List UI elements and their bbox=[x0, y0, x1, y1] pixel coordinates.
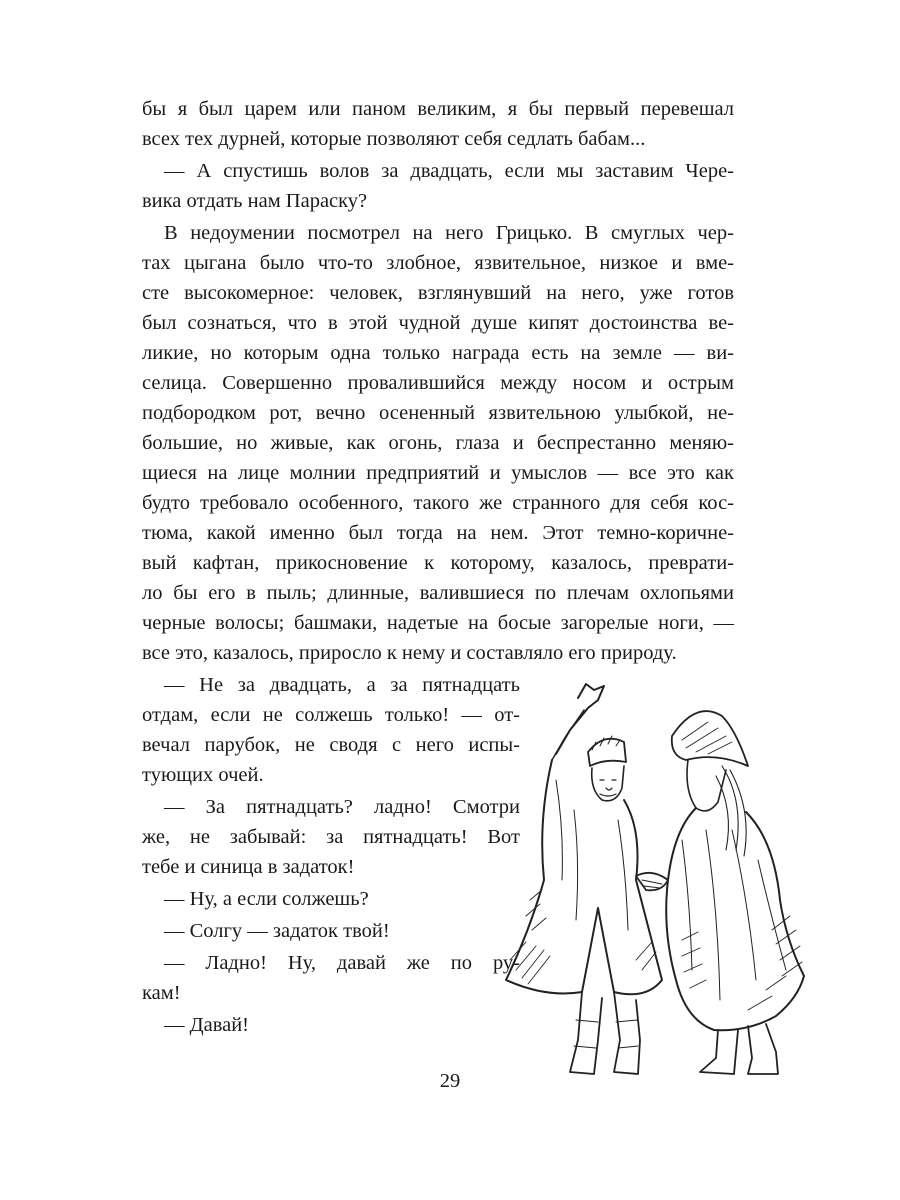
text-line: — Ладно! Ну, давай же по ру- bbox=[164, 952, 520, 974]
text-line: — За пятнадцать? ладно! Смотри bbox=[164, 796, 520, 818]
text-line: всех тех дурней, которые позволяют себя седлать бабам... bbox=[142, 128, 646, 150]
text-line: подбородком рот, вечно осененный язвительною улыбкой, не- bbox=[142, 402, 734, 424]
text-line: вый кафтан, прикосновение к которому, казалось, преврати- bbox=[142, 552, 734, 574]
text-line: черные волосы; башмаки, надетые на босые загорелые ноги, — bbox=[142, 612, 734, 634]
page-number: 29 bbox=[439, 1070, 461, 1092]
text-line: селица. Совершенно провалившийся между носом и острым bbox=[142, 372, 734, 394]
text-line: — Давай! bbox=[164, 1014, 250, 1036]
text-line: будто требовало особенного, такого же странного для себя кос- bbox=[142, 492, 734, 514]
text-line: тюма, какой именно был тогда на нем. Этот темно-коричне- bbox=[142, 522, 734, 544]
text-line: бы я был царем или паном великим, я бы первый перевешал bbox=[142, 98, 734, 120]
text-line: же, не забывай: за пятнадцать! Вот bbox=[142, 826, 520, 848]
text-line: ло бы его в пыль; длинные, валившиеся по плечам охлопьями bbox=[142, 582, 734, 604]
text-line: вика отдать нам Параску? bbox=[142, 190, 368, 212]
ink-illustration-two-men bbox=[486, 680, 816, 1080]
text-line: — Солгу — задаток твой! bbox=[164, 920, 390, 942]
text-line: большие, но живые, как огонь, глаза и беспрестанно меняю- bbox=[142, 432, 734, 454]
text-line: ликие, но которым одна только награда есть на земле — ви- bbox=[142, 342, 734, 364]
text-line: — А спустишь волов за двадцать, если мы заставим Чере- bbox=[164, 160, 734, 182]
text-line: — Ну, а если солжешь? bbox=[164, 888, 369, 910]
text-line: В недоумении посмотрел на него Грицько. В смуглых чер- bbox=[164, 222, 734, 244]
text-line: все это, казалось, приросло к нему и составляло его природу. bbox=[142, 642, 677, 664]
text-line: тующих очей. bbox=[142, 764, 264, 786]
text-line: щиеся на лице молнии предприятий и умыслов — все это как bbox=[142, 462, 734, 484]
text-line: отдам, если не солжешь только! — от- bbox=[142, 704, 520, 726]
text-line: тах цыгана было что-то злобное, язвительное, низкое и вме- bbox=[142, 252, 734, 274]
text-line: был сознаться, что в этой чудной душе кипят достоинства ве- bbox=[142, 312, 734, 334]
text-line: — Не за двадцать, а за пятнадцать bbox=[164, 674, 520, 696]
text-line: кам! bbox=[142, 982, 181, 1004]
text-line: тебе и синица в задаток! bbox=[142, 856, 355, 878]
text-line: сте высокомерное: человек, взглянувший на него, уже готов bbox=[142, 282, 734, 304]
text-line: вечал парубок, не сводя с него испы- bbox=[142, 734, 520, 756]
